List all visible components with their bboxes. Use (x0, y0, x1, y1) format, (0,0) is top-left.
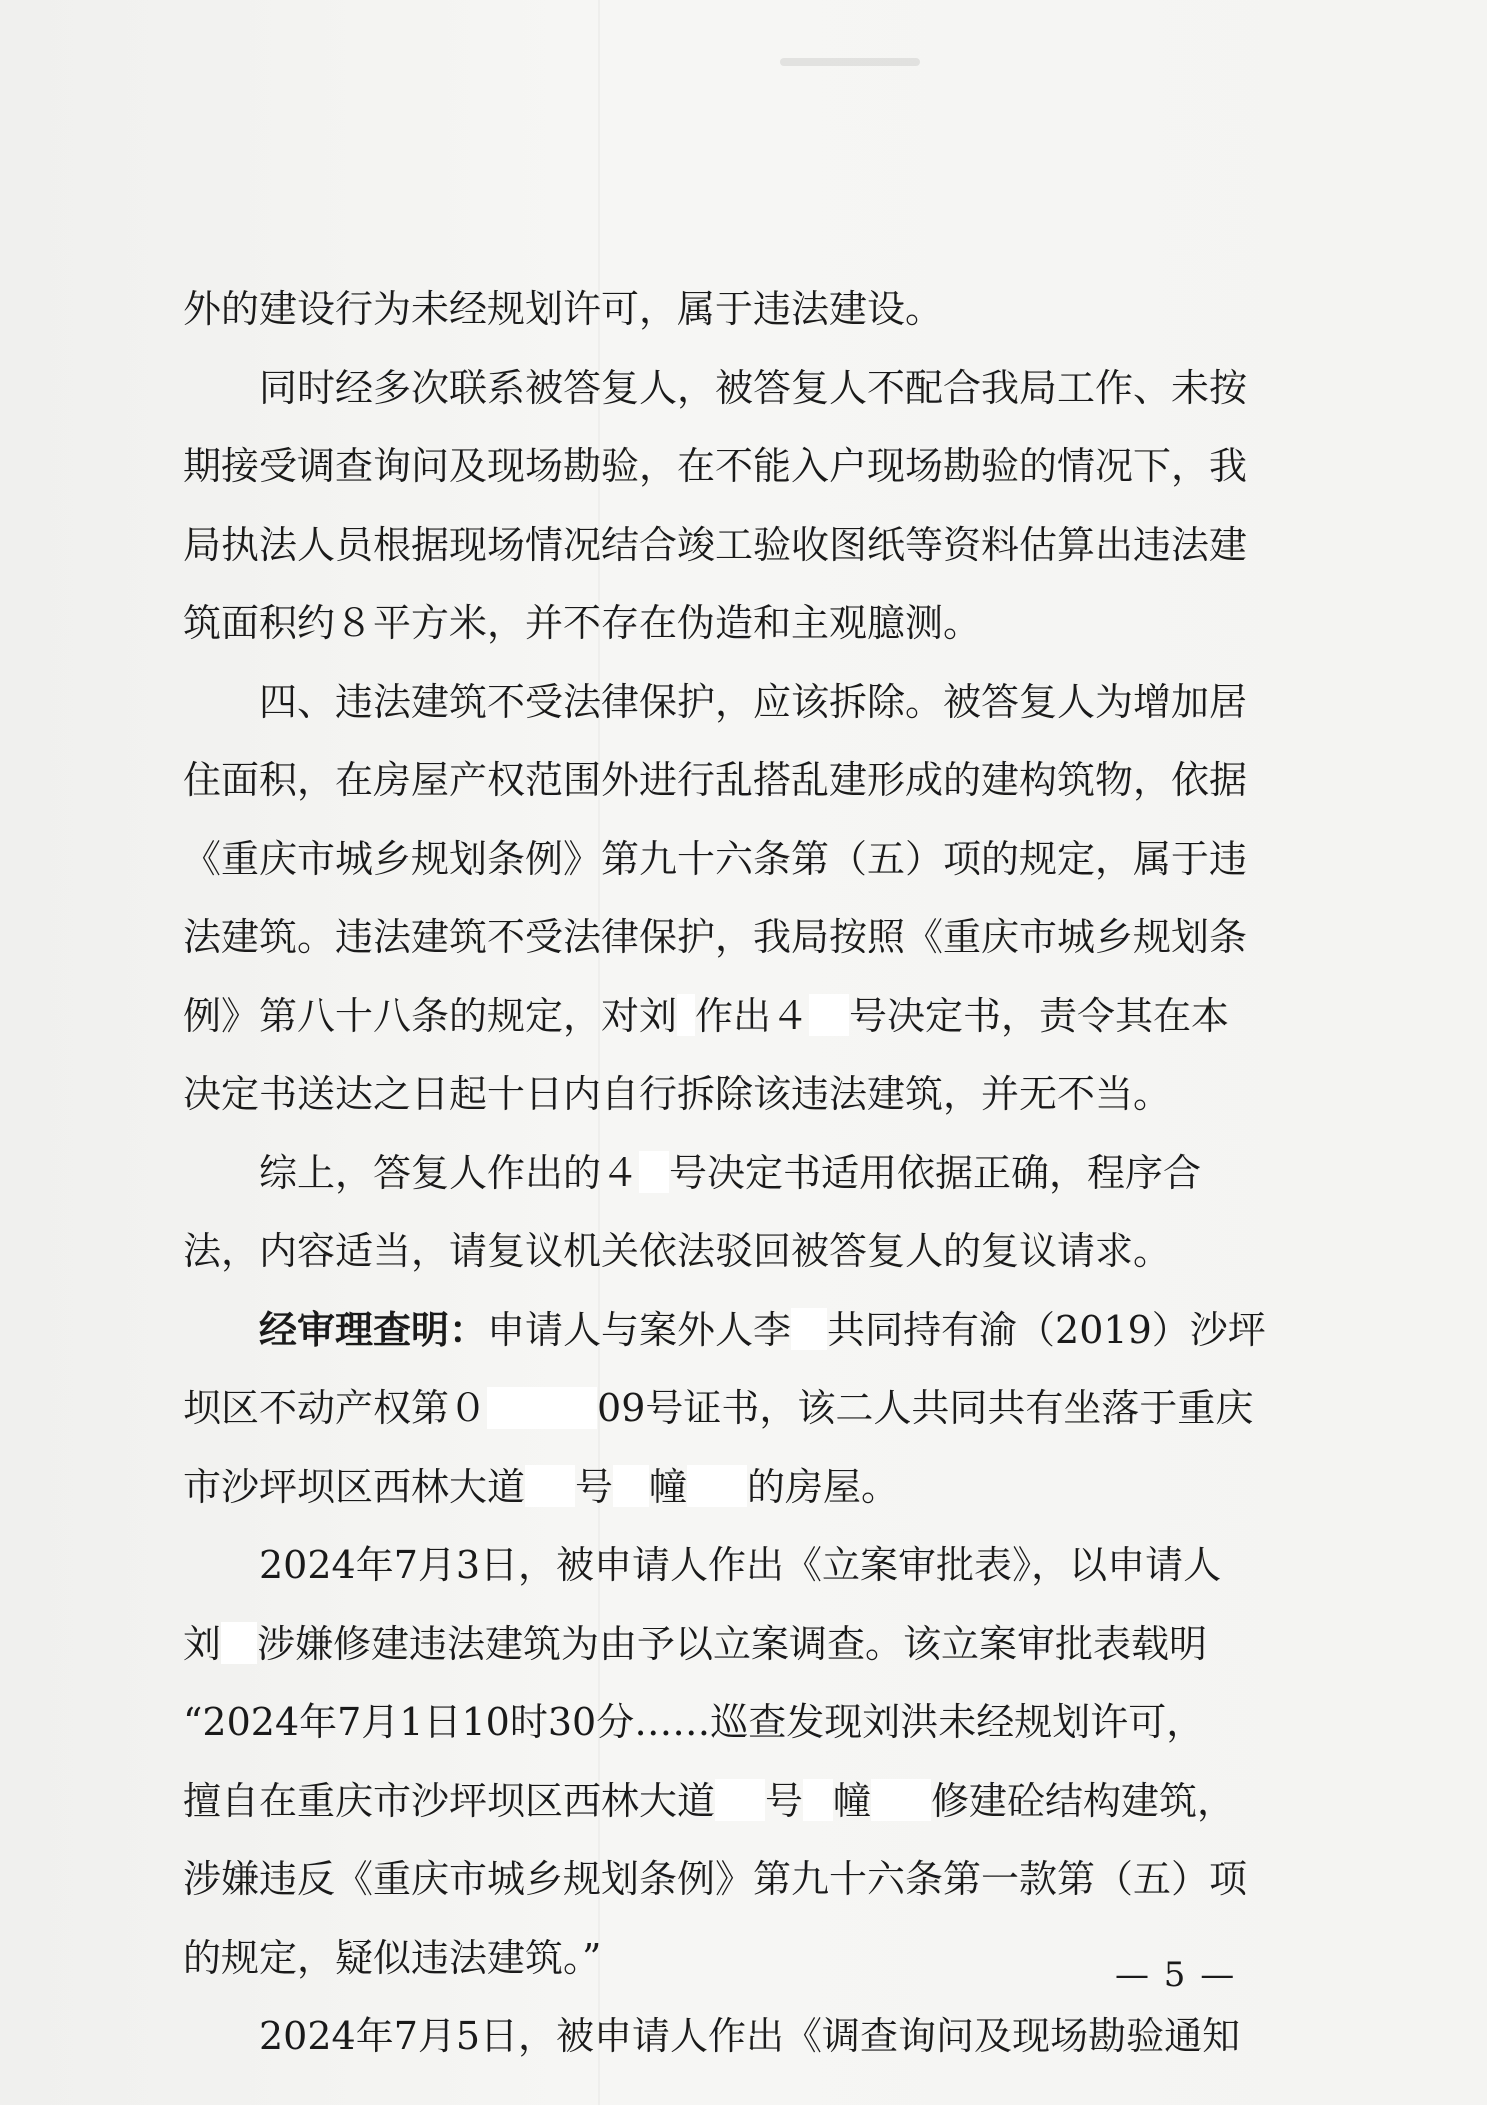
redaction-block (677, 994, 695, 1036)
text-line: 《重庆市城乡规划条例》第九十六条第（五）项的规定，属于违 (183, 836, 1248, 881)
redaction-block (487, 1387, 597, 1429)
redaction-block (791, 1308, 827, 1350)
redaction-block (871, 1779, 931, 1821)
text-line: 同时经多次联系被答复人，被答复人不配合我局工作、未按 (183, 365, 1248, 410)
finding-heading: 经审理查明： (259, 1306, 488, 1352)
redaction-block (221, 1622, 257, 1664)
text-line: 四、违法建筑不受法律保护，应该拆除。被答复人为增加居 (183, 679, 1248, 724)
scan-smudge (780, 58, 920, 66)
text-line: 局执法人员根据现场情况结合竣工验收图纸等资料估算出违法建 (183, 522, 1248, 567)
text-line: 决定书送达之日起十日内自行拆除该违法建筑，并无不当。 (183, 1072, 1172, 1116)
text-line: 擅自在重庆市沙坪坝区西林大道 号 幢 修建砼结构建筑， (183, 1778, 1236, 1823)
page-number: — 5 — (1115, 1955, 1237, 1995)
text-line: “2024年7月1日10时30分……巡查发现刘洪未经规划许可， (183, 1700, 1205, 1744)
redaction-block (803, 1779, 833, 1821)
text-line: 法建筑。违法建筑不受法律保护，我局按照《重庆市城乡规划条 (183, 915, 1248, 959)
redaction-block (613, 1465, 649, 1507)
text-line: 例》第八十八条的规定，对刘 作出４ 号决定书，责令其在本 (183, 993, 1230, 1038)
text-line: 涉嫌违反《重庆市城乡规划条例》第九十六条第一款第（五）项 (183, 1857, 1248, 1901)
text-line: 筑面积约８平方米，并不存在伪造和主观臆测。 (183, 601, 982, 645)
text-line: 刘 涉嫌修建违法建筑为由予以立案调查。该立案审批表载明 (183, 1621, 1208, 1666)
redaction-block (809, 994, 849, 1036)
redaction-block (525, 1465, 575, 1507)
text-line: 住面积，在房屋产权范围外进行乱搭乱建形成的建构筑物，依据 (183, 758, 1248, 802)
text-line: 的规定，疑似违法建筑。” (183, 1935, 602, 1980)
redaction-block (639, 1151, 669, 1193)
redaction-block (687, 1465, 747, 1507)
text-line: 2024年7月3日，被申请人作出《立案审批表》，以申请人 (183, 1543, 1222, 1587)
text-line: 期接受调查询问及现场勘验，在不能入户现场勘验的情况下，我 (183, 444, 1248, 488)
text-line: 坝区不动产权第０ 09号证书，该二人共同共有坐落于重庆 (183, 1386, 1254, 1430)
text-line: 综上，答复人作出的４ 号决定书适用依据正确，程序合 (183, 1150, 1202, 1195)
text-line: 市沙坪坝区西林大道 号 幢 的房屋。 (183, 1464, 900, 1509)
text-line: 法，内容适当，请复议机关依法驳回被答复人的复议请求。 (183, 1229, 1172, 1273)
redaction-block (715, 1779, 765, 1821)
body-text (183, 270, 1300, 2076)
text-line: 2024年7月5日，被申请人作出《调查询问及现场勘验通知 (183, 2014, 1241, 2058)
text-line: 外的建设行为未经规划许可，属于违法建设。 (183, 287, 944, 331)
text-line: 经审理查明：申请人与案外人李 共同持有渝（2019）沙坪 (183, 1291, 1300, 1370)
